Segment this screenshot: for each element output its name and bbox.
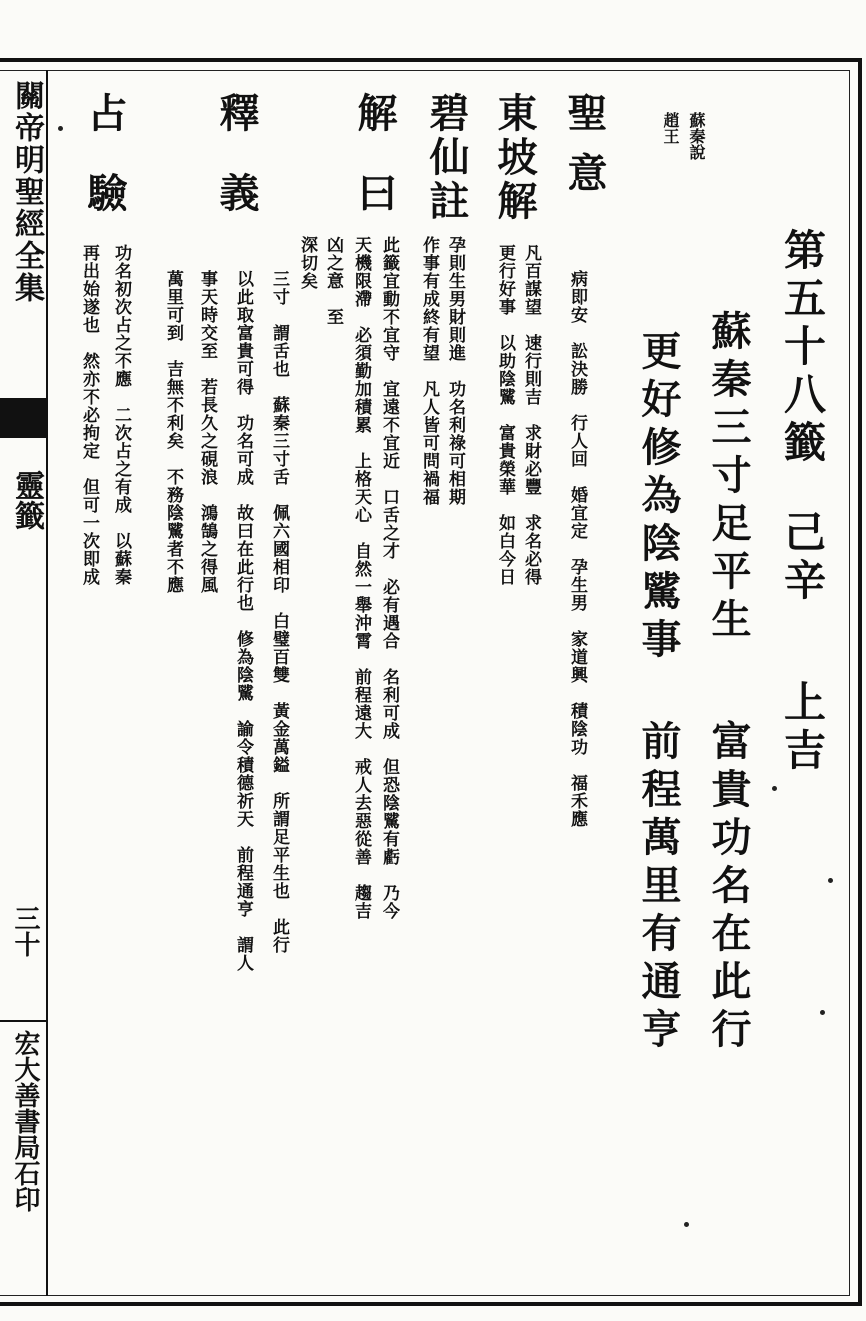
ink-speck [828, 878, 833, 883]
section-jieyue-text-4: 深切矣 [297, 236, 317, 290]
lot-title: 第五十八籤 [778, 228, 827, 468]
poem-line-4: 前程萬里有通亨 [635, 720, 682, 1056]
section-shiyi-title: 釋義 [213, 92, 260, 252]
margin-divider [0, 1020, 46, 1022]
section-shiyi-text-3: 事天時交至 若長久之硯浪 鴻鵠之得風 [197, 270, 217, 594]
lot-rank: 上吉 [778, 680, 827, 776]
section-dongpo-text-1: 凡百謀望 速行則吉 求財必豐 求名必得 [521, 244, 541, 586]
fishtail-mark [0, 398, 46, 438]
ink-speck [58, 126, 63, 131]
section-bixian-title: 碧仙註 [423, 92, 470, 224]
allusion-note-2: 趙王 [661, 112, 680, 144]
section-shiyi-text-1: 三寸 謂舌也 蘇秦三寸舌 佩六國相印 白璧百雙 黃金萬鎰 所謂足平生也 此行 [269, 270, 289, 954]
section-zhanyan-text-2: 再出始遂也 然亦不必拘定 但可一次即成 [79, 244, 99, 586]
section-shiyi-text-4: 萬里可到 吉無不利矣 不務陰騭者不應 [163, 270, 183, 594]
section-jieyue-text-2: 天機限滯 必須勤加積累 上格天心 自然一舉沖霄 前程遠大 戒人去惡從善 趨吉 [351, 236, 371, 920]
section-zhanyan-text-1: 功名初次占之不應 二次占之有成 以蘇秦 [111, 244, 131, 586]
ink-speck [772, 786, 777, 791]
leaf-number: 三十 [10, 905, 40, 957]
lot-ganzhi: 己辛 [778, 510, 827, 606]
chapter-name: 靈籤 [9, 470, 44, 530]
section-bixian-text-2: 作事有成終有望 凡人皆可問禍福 [419, 236, 439, 506]
section-dongpo-text-2: 更行好事 以助陰騭 富貴榮華 如白今日 [495, 244, 515, 586]
poem-line-3: 更好修為陰騭事 [635, 330, 682, 666]
section-jieyue-title: 解曰 [351, 92, 398, 252]
section-jieyue-text-3: 凶之意 至 [323, 236, 343, 326]
ink-speck [684, 1222, 689, 1227]
poem-line-1: 蘇秦三寸足平生 [705, 310, 752, 646]
ink-speck [820, 1010, 825, 1015]
poem-line-2: 富貴功名在此行 [705, 720, 752, 1056]
section-zhanyan-title: 占驗 [81, 92, 128, 252]
section-bixian-text-1: 孕則生男財則進 功名利祿可相期 [445, 236, 465, 506]
section-dongpo-title: 東坡解 [491, 92, 538, 224]
section-shengyi-text: 病即安 訟決勝 行人回 婚宜定 孕生男 家道興 積陰功 福禾應 [567, 270, 587, 828]
section-shengyi-title: 聖意 [561, 92, 608, 212]
publisher-imprint: 宏大善書局石印 [10, 1030, 40, 1212]
section-jieyue-text-1: 此籤宜動不宜守 宜遠不宜近 口舌之才 必有遇合 名利可成 但恐陰騭有虧 乃今 [379, 236, 399, 920]
section-shiyi-text-2: 以此取富貴可得 功名可成 故曰在此行也 修為陰騭 諭令積德祈天 前程通亨 謂人 [233, 270, 253, 972]
allusion-note-1: 蘇秦說 [687, 112, 706, 160]
book-title: 關帝明聖經全集 [9, 80, 44, 304]
